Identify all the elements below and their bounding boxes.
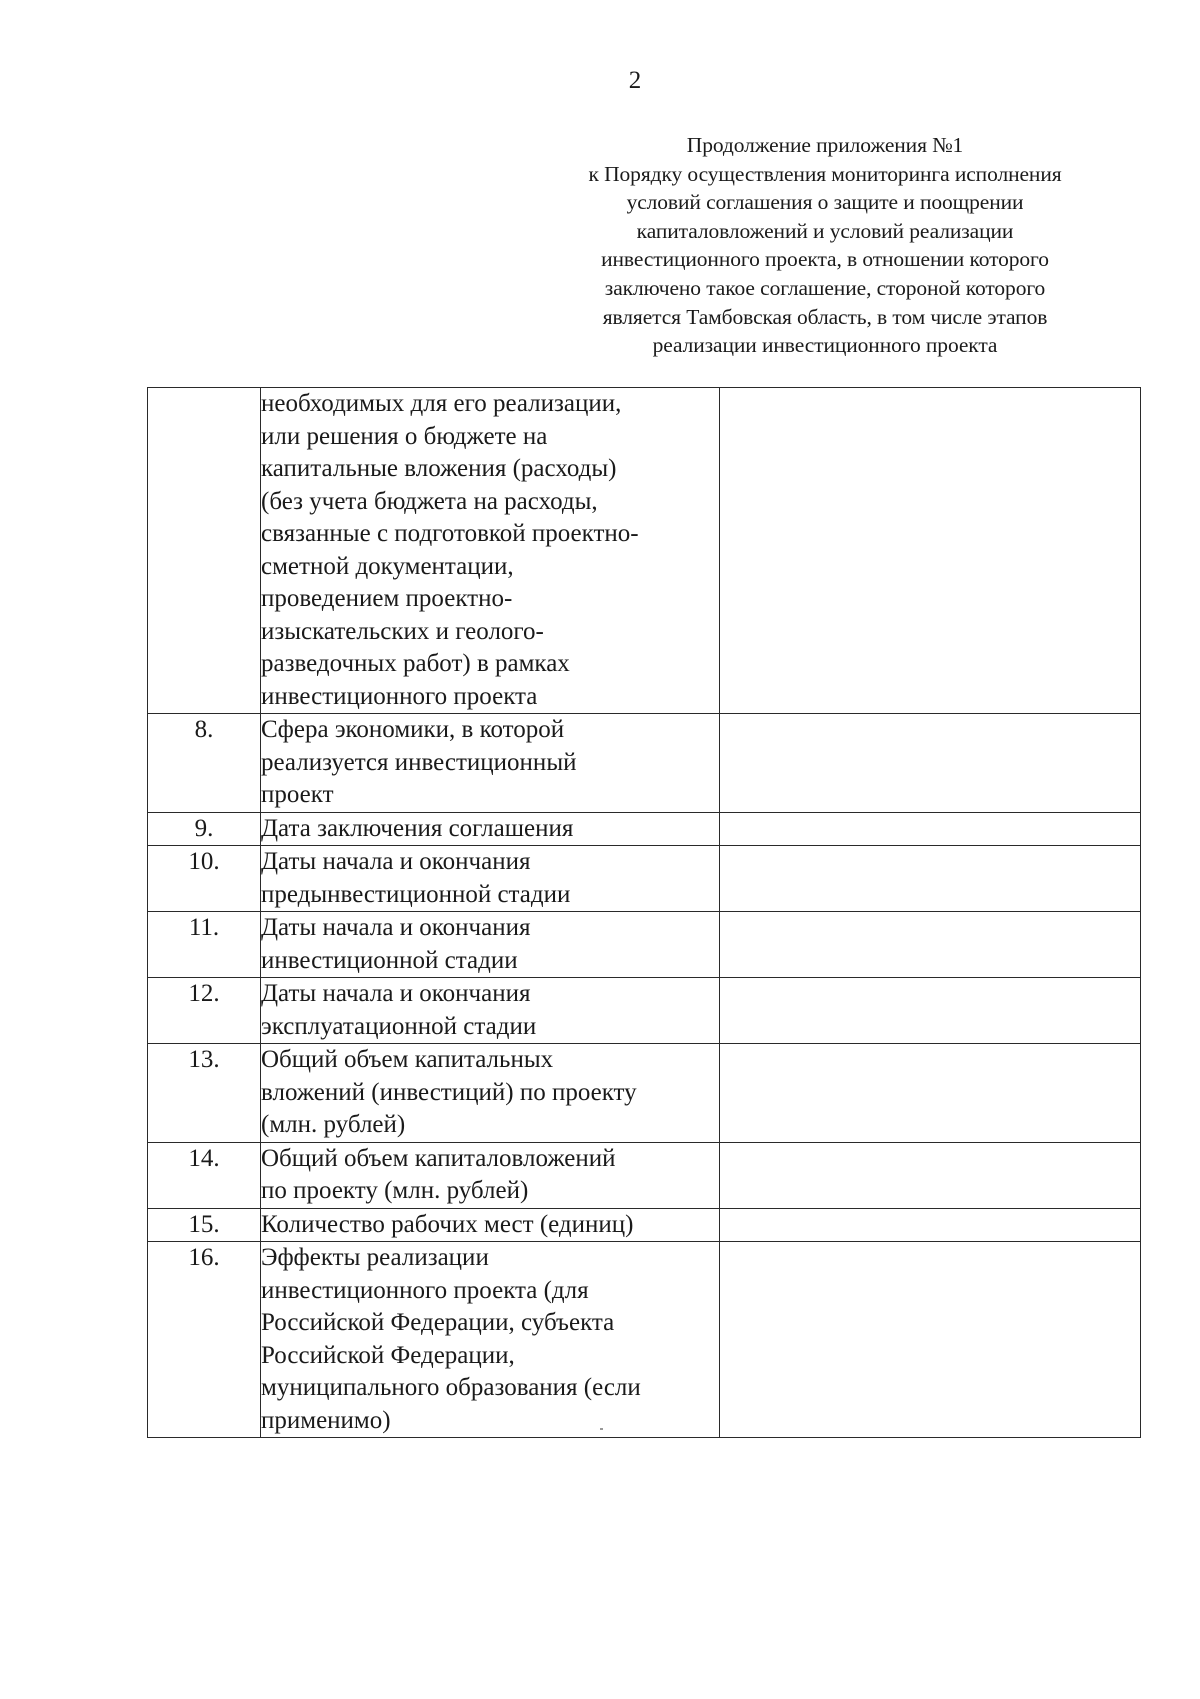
- description-line: Российской Федерации, субъекта: [261, 1309, 615, 1336]
- row-description: [261, 1142, 720, 1208]
- row-description: [261, 1044, 720, 1143]
- description-line: капитальные вложения (расходы): [261, 455, 617, 482]
- table-row: [148, 714, 1141, 813]
- description-line: предынвестиционной стадии: [261, 880, 571, 908]
- description-line: инвестиционного проекта (для: [261, 1276, 589, 1304]
- description-line: муниципального образования (если: [261, 1374, 641, 1401]
- row-description: [261, 978, 720, 1044]
- header-line: Продолжение приложения №1: [686, 133, 964, 157]
- scan-speck: [600, 1428, 603, 1430]
- description-line: Даты начала и окончания: [261, 914, 531, 941]
- header-line: заключено такое соглашение, стороной которого: [604, 275, 1046, 300]
- table-row: [148, 1208, 1141, 1242]
- description-line: Сфера экономики, в которой: [261, 716, 565, 743]
- description-line: Общий объем капиталовложений: [261, 1144, 616, 1172]
- table-row: [148, 846, 1141, 912]
- header-line: к Порядку осуществления мониторинга исполнения: [588, 161, 1062, 186]
- appendix-header: [545, 131, 1105, 360]
- description-line: проведением проектно-: [261, 585, 513, 612]
- row-number: 9.: [148, 812, 261, 846]
- description-line: изыскательских и геолого-: [261, 617, 544, 645]
- description-line: (без учета бюджета на расходы,: [261, 487, 598, 515]
- header-line: капиталовложений и условий реализации: [636, 218, 1014, 243]
- row-description: [261, 388, 720, 714]
- row-description: [261, 846, 720, 912]
- row-description: [261, 812, 720, 846]
- description-line: сметной документации,: [261, 552, 514, 580]
- monitoring-table: [147, 387, 1141, 1438]
- row-number: [148, 388, 261, 714]
- description-line: необходимых для его реализации,: [261, 390, 622, 417]
- row-number: 15.: [148, 1208, 261, 1242]
- description-line: разведочных работ) в рамках: [261, 650, 570, 677]
- row-value: [720, 1208, 1141, 1242]
- description-line: Количество рабочих мест (единиц): [261, 1210, 634, 1238]
- page-number: 2: [628, 67, 642, 94]
- row-value: [720, 912, 1141, 978]
- row-description: [261, 1242, 720, 1438]
- header-line: инвестиционного проекта, в отношении которого: [601, 247, 1049, 272]
- description-line: Даты начала и окончания: [261, 848, 531, 875]
- table-row: [148, 978, 1141, 1044]
- header-line: условий соглашения о защите и поощрении: [626, 190, 1024, 215]
- table-row: [148, 1142, 1141, 1208]
- table-row: [148, 388, 1141, 714]
- table-row: [148, 912, 1141, 978]
- description-line: или решения о бюджете на: [261, 422, 548, 450]
- table-row: [148, 1242, 1141, 1438]
- description-line: (млн. рублей): [261, 1111, 406, 1138]
- table-body: [148, 388, 1141, 1438]
- row-value: [720, 1142, 1141, 1208]
- description-line: Дата заключения соглашения: [261, 814, 574, 842]
- row-number: 16.: [148, 1242, 261, 1438]
- row-value: [720, 388, 1141, 714]
- table-row: [148, 1044, 1141, 1143]
- row-value: [720, 978, 1141, 1044]
- row-description: [261, 1208, 720, 1242]
- description-line: Общий объем капитальных: [261, 1046, 554, 1073]
- row-value: [720, 714, 1141, 813]
- description-line: проект: [261, 781, 334, 808]
- description-line: инвестиционной стадии: [261, 946, 518, 974]
- row-number: 10.: [148, 846, 261, 912]
- description-line: Эффекты реализации: [261, 1244, 489, 1271]
- row-number: 11.: [148, 912, 261, 978]
- header-line: реализации инвестиционного проекта: [652, 333, 998, 358]
- row-description: [261, 912, 720, 978]
- description-line: применимо): [261, 1406, 391, 1434]
- row-number: 14.: [148, 1142, 261, 1208]
- description-line: Даты начала и окончания: [261, 980, 531, 1007]
- description-line: по проекту (млн. рублей): [261, 1177, 529, 1204]
- row-value: [720, 1044, 1141, 1143]
- row-value: [720, 846, 1141, 912]
- row-description: [261, 714, 720, 813]
- description-line: Российской Федерации,: [261, 1341, 515, 1369]
- description-line: инвестиционного проекта: [261, 682, 538, 710]
- row-number: 12.: [148, 978, 261, 1044]
- header-line: является Тамбовская область, в том числе этапов: [602, 304, 1048, 329]
- description-line: вложений (инвестиций) по проекту: [261, 1078, 637, 1106]
- table-row: [148, 812, 1141, 846]
- row-value: [720, 812, 1141, 846]
- description-line: реализуется инвестиционный: [261, 748, 577, 776]
- row-number: 8.: [148, 714, 261, 813]
- description-line: эксплуатационной стадии: [261, 1012, 537, 1040]
- description-line: связанные с подготовкой проектно-: [261, 520, 639, 547]
- row-number: 13.: [148, 1044, 261, 1143]
- row-value: [720, 1242, 1141, 1438]
